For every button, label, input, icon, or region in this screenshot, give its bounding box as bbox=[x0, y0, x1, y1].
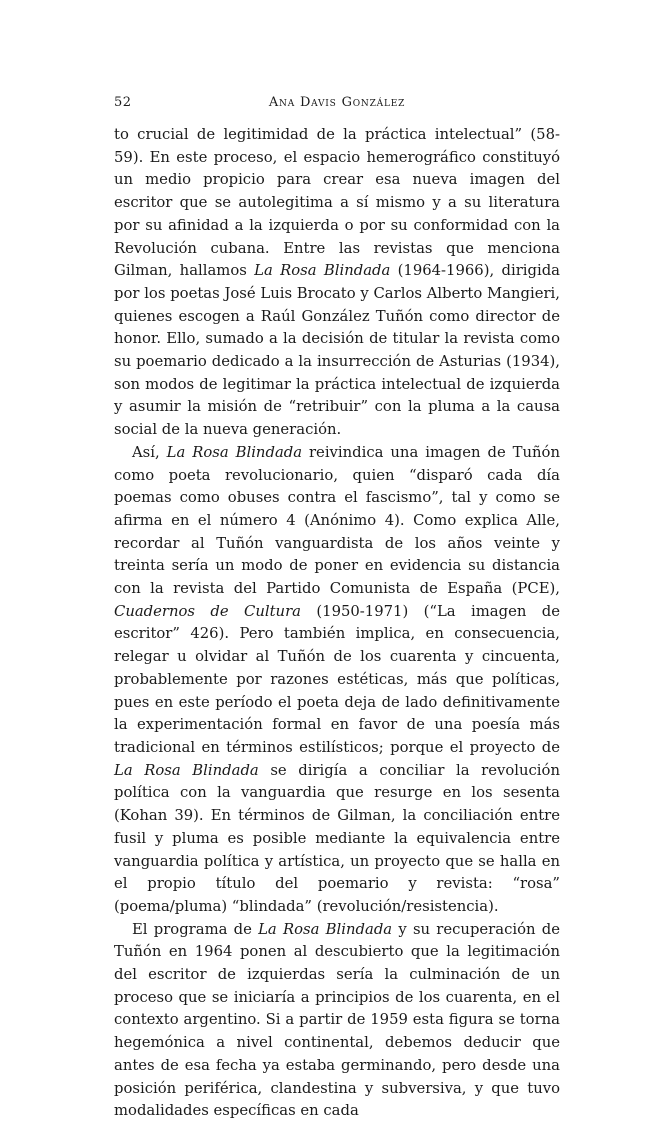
paragraph-2 bbox=[114, 442, 560, 919]
text-run: y su recuperación de Tuñón en 1964 ponen al descubierto que la legitimación del escritor de izquierdas sería la culminación de un proceso que se iniciaría a principios de los cuarenta, en el contexto argentino. Si a partir de 1959 esta figura se torna hegemónica a nivel continental, debemos deducir que antes de esa fecha ya estaba germinando, pero desde una posición periférica, clandestina y subversiva, y que tuvo modalidades específicas en cada bbox=[114, 920, 560, 1120]
text-run: se dirigía a conciliar la revolución política con la vanguardia que resurge en los sesenta (Kohan 39). En términos de Gilman, la conciliación entre fusil y pluma es posible mediante la equivalencia entre vanguardia política y artística, un proyecto que se halla en el propio título del poemario y revista: “rosa” (poema/pluma) “blindada” (revolución/resistencia). bbox=[114, 761, 560, 915]
italic-title: La Rosa Blindada bbox=[254, 262, 391, 280]
text-run: (1964-1966), dirigida por los poetas José Luis Brocato y Carlos Alberto Mangieri, quienes escogen a Raúl González Tuñón como director de honor. Ello, sumado a la decisión de titular la revista como su poemario dedicado a la insurrección de Asturias (1934), son modos de legitimar la práctica intelectual de izquierda y asumir la misión de “retribuir” con la pluma a la causa social de la nueva generación. bbox=[114, 262, 560, 439]
paragraph-3 bbox=[114, 919, 560, 1123]
paragraph-1 bbox=[114, 124, 560, 442]
italic-title: La Rosa Blindada bbox=[114, 761, 259, 779]
italic-title: La Rosa Blindada bbox=[166, 443, 303, 461]
text-run: El programa de bbox=[132, 920, 259, 938]
text-run: (1950-1971) (“La imagen de escritor” 426). Pero también implica, en consecuencia, relegar u olvidar al Tuñón de los cuarenta y cincuenta, probablemente por razones estéticas, más que políticas, pues en este período el poeta deja de lado definitivamente la experimentación formal en favor de una poesía más tradicional en términos estilísticos; porque el proyecto de bbox=[114, 602, 560, 756]
text-run: Así, bbox=[132, 443, 167, 461]
text-run: to crucial de legitimidad de la práctica intelectual” (58-59). En este proceso, el espacio hemerográfico constituyó un medio propicio para crear esa nueva imagen del escritor que se autolegitima a sí mismo y a su literatura por su afinidad a la izquierda o por su conformidad con la Revolución cubana. Entre las revistas que menciona Gilman, hallamos bbox=[114, 126, 560, 280]
page-number: 52 bbox=[114, 95, 132, 110]
page-header bbox=[114, 95, 560, 115]
text-run: reivindica una imagen de Tuñón como poeta revolucionario, quien “disparó cada día poemas como obuses contra el fascismo”, tal y como se afirma en el número 4 (Anónimo 4). Como explica Alle, recordar al Tuñón vanguardista de los años veinte y treinta sería un modo de poner en evidencia su distancia con la revista del Partido Comunista de España (PCE), bbox=[114, 443, 560, 598]
italic-title: Cuadernos de Cultura bbox=[114, 602, 301, 620]
running-head: Ana Davis González bbox=[268, 95, 406, 110]
italic-title: La Rosa Blindada bbox=[258, 920, 393, 938]
body-text bbox=[114, 124, 560, 1123]
